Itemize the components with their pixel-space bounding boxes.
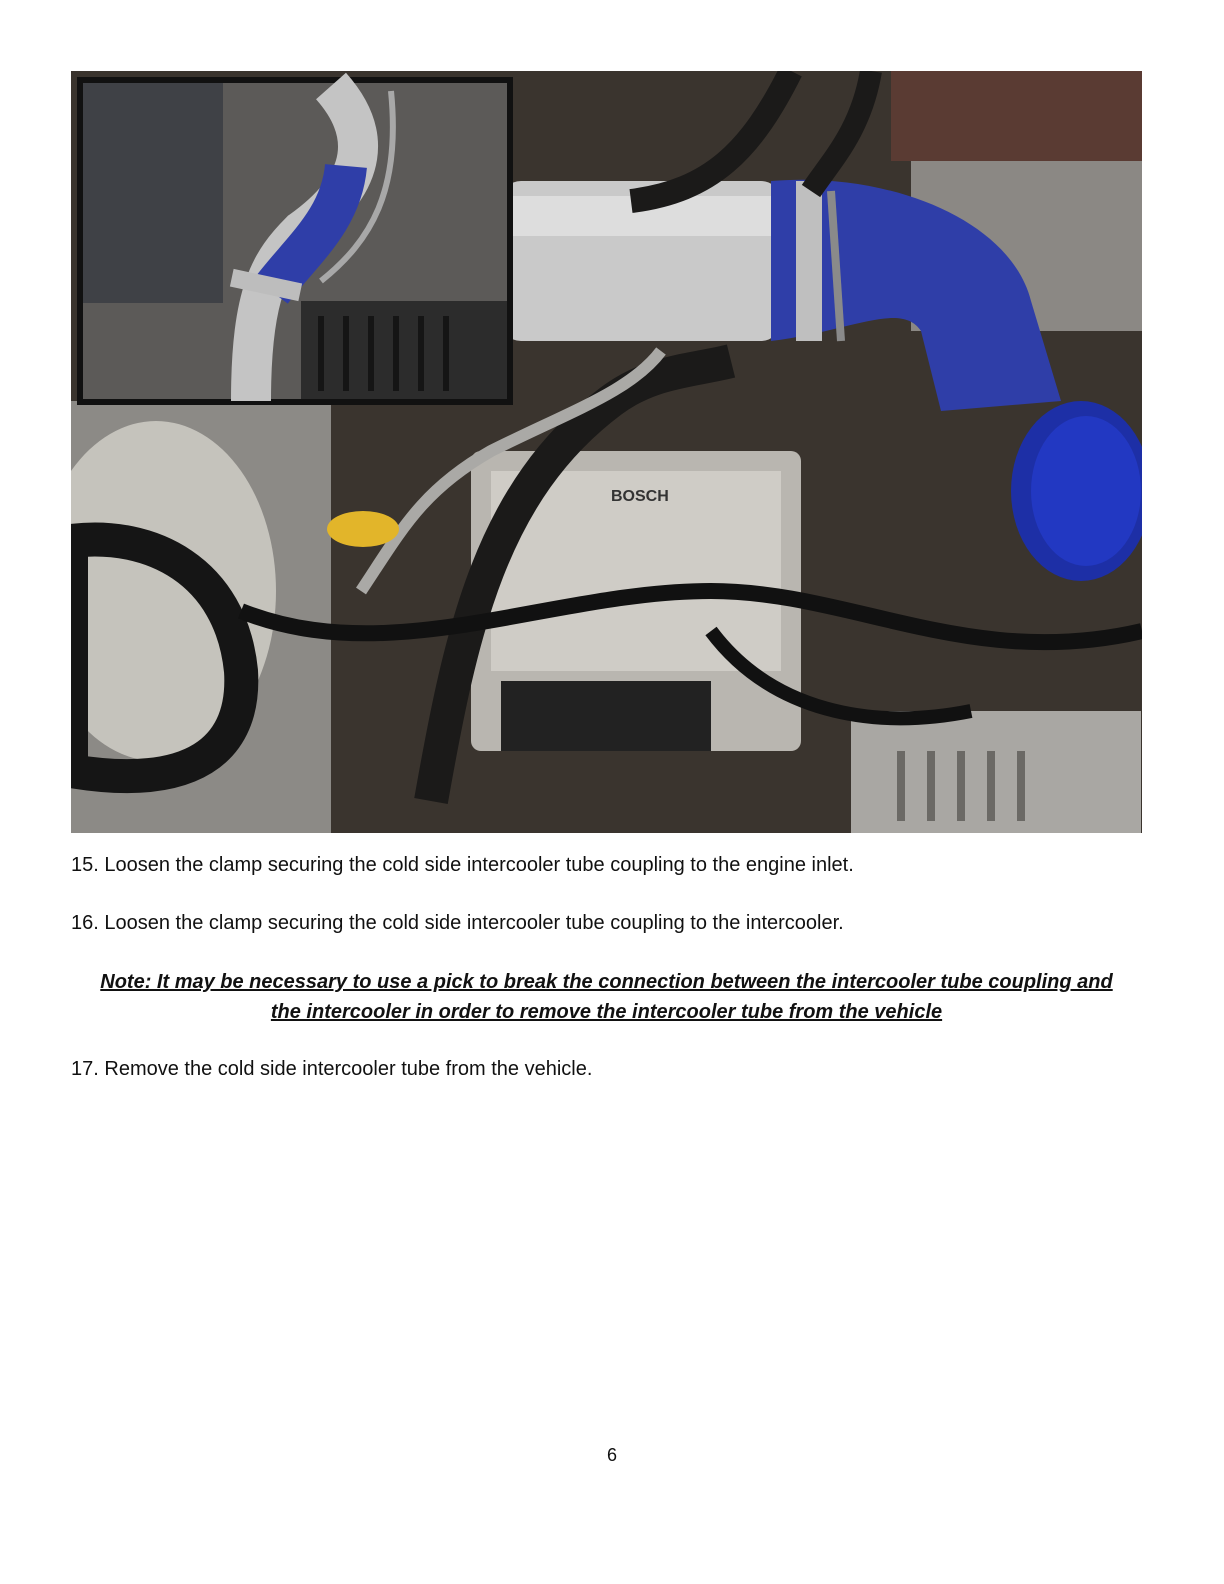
- engine-bay-photo: [71, 71, 1142, 833]
- note-line-1: Note: It may be necessary to use a pick to break the connection between the intercooler tube coupling and: [100, 971, 1113, 993]
- step-16: [71, 911, 844, 935]
- step-17: [71, 1057, 592, 1081]
- step-number: 17.: [71, 1058, 99, 1080]
- step-text: Loosen the clamp securing the cold side intercooler tube coupling to the intercooler.: [104, 912, 844, 934]
- ecu-brand-label: BOSCH: [611, 488, 669, 505]
- note-callout: [71, 967, 1142, 1027]
- dipstick-handle: [327, 511, 399, 547]
- page-number: 6: [606, 1445, 617, 1465]
- step-number: 15.: [71, 854, 99, 876]
- engine-bay-illustration: [71, 71, 1142, 833]
- step-number: 16.: [71, 912, 99, 934]
- step-text: Loosen the clamp securing the cold side intercooler tube coupling to the engine inlet.: [104, 854, 854, 876]
- step-15: [71, 853, 854, 877]
- note-line-2: the intercooler in order to remove the intercooler tube from the vehicle: [270, 1001, 943, 1023]
- inset-detail-photo: [77, 77, 513, 405]
- step-text: Remove the cold side intercooler tube from the vehicle.: [104, 1058, 593, 1080]
